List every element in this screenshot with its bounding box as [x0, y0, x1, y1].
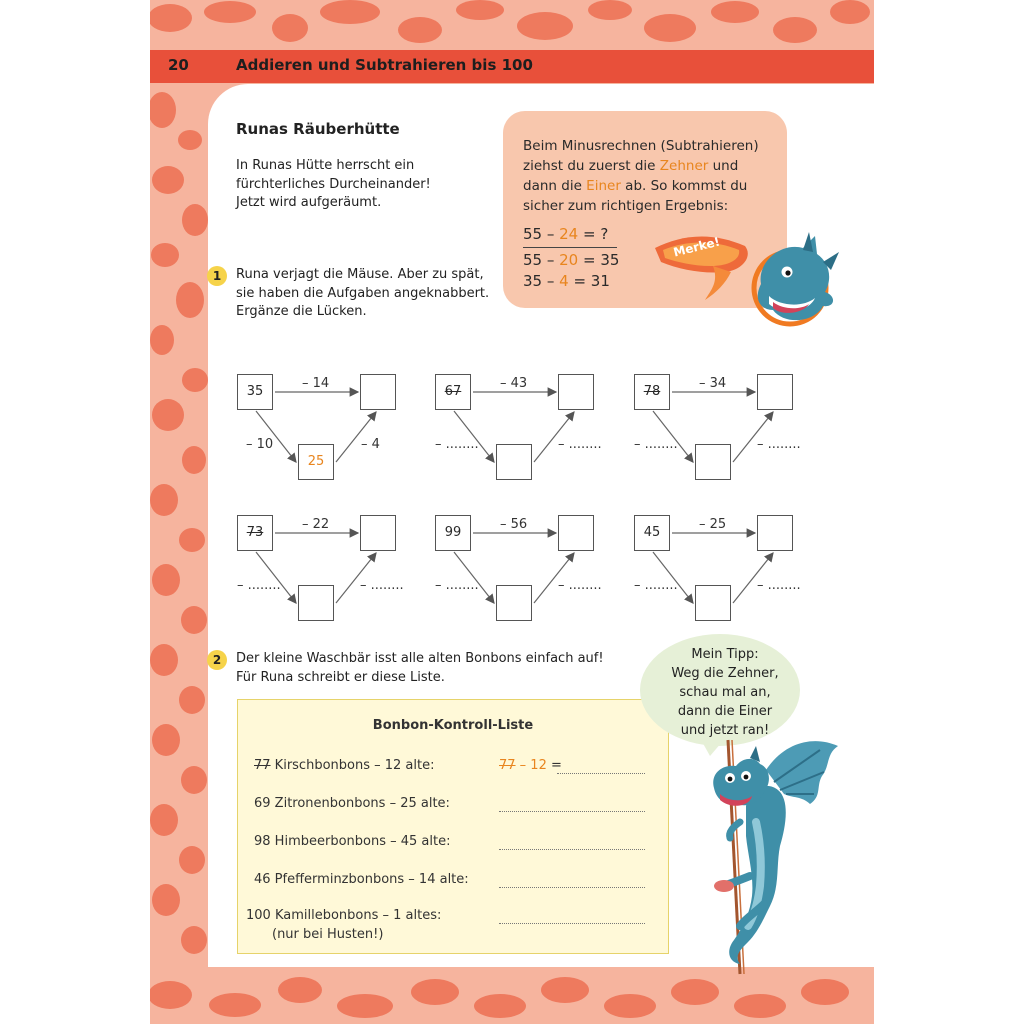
intro-line: In Runas Hütte herrscht ein [236, 158, 415, 173]
tip-bubble-text [641, 645, 809, 740]
tip-equation-3: 35 – 4 = 31 [523, 272, 610, 290]
answer-box[interactable] [558, 515, 594, 551]
answer-box[interactable] [757, 374, 793, 410]
merke-badge: Merke! [672, 234, 722, 260]
answer-line[interactable] [499, 799, 645, 812]
answer-box[interactable] [360, 515, 396, 551]
page-number: 20 [168, 56, 189, 74]
right-operation: – 4 [361, 437, 380, 452]
list-row-label: 100 Kamillebonbons – 1 altes: [246, 908, 442, 923]
top-operation: – 25 [699, 517, 727, 532]
task2-line: Für Runa schreibt er diese Liste. [236, 669, 445, 685]
right-operation[interactable]: – ........ [558, 578, 602, 593]
start-box: 78 [634, 374, 670, 410]
top-operation: – 56 [500, 517, 528, 532]
left-operation[interactable]: – ........ [435, 578, 479, 593]
left-operation[interactable]: – ........ [237, 578, 281, 593]
middle-box[interactable] [496, 444, 532, 480]
middle-box[interactable] [298, 585, 334, 621]
dragon-climbing-icon [706, 736, 846, 976]
middle-box[interactable] [496, 585, 532, 621]
task1-line: Ergänze die Lücken. [236, 304, 367, 319]
tip-equation-2: 55 – 20 = 35 [523, 251, 620, 269]
right-operation[interactable]: – ........ [757, 437, 801, 452]
answer-box[interactable] [757, 515, 793, 551]
start-box: 73 [237, 515, 273, 551]
bubble-line: schau mal an, [679, 685, 771, 700]
list-row-label: 46 Pfefferminzbonbons – 14 alte: [254, 872, 469, 887]
left-operation[interactable]: – ........ [435, 437, 479, 452]
answer-line[interactable] [499, 837, 645, 850]
tip-line: ziehst du zuerst die Zehner und [523, 158, 739, 174]
left-operation: – 10 [246, 437, 274, 452]
section-title: Runas Räuberhütte [236, 120, 400, 138]
list-row-note: (nur bei Husten!) [272, 927, 384, 942]
bubble-line: und jetzt ran! [680, 723, 770, 738]
middle-box: 25 [298, 444, 334, 480]
task2-text [236, 650, 604, 687]
tip-equation-1: 55 – 24 = ? [523, 225, 609, 243]
list-title: Bonbon-Kontroll-Liste [372, 718, 534, 733]
list-row-label: 98 Himbeerbonbons – 45 alte: [254, 834, 451, 849]
start-box: 35 [237, 374, 273, 410]
left-operation[interactable]: – ........ [634, 578, 678, 593]
top-operation: – 34 [699, 376, 727, 391]
start-box: 45 [634, 515, 670, 551]
right-operation[interactable]: – ........ [558, 437, 602, 452]
example-answer: 77 – 12 = [499, 758, 562, 773]
page-title: Addieren und Subtrahieren bis 100 [236, 56, 533, 74]
intro-line: fürchterliches Durcheinander! [236, 176, 431, 192]
tip-line: Beim Minusrechnen (Subtrahieren) [523, 138, 759, 154]
middle-box[interactable] [695, 585, 731, 621]
task-number-badge: 1 [207, 266, 227, 286]
tip-line: sicher zum richtigen Ergebnis: [523, 198, 729, 214]
answer-line[interactable] [499, 875, 645, 888]
right-operation[interactable]: – ........ [360, 578, 404, 593]
top-operation: – 14 [302, 376, 330, 391]
tip-line: dann die Einer ab. So kommst du [523, 178, 748, 194]
answer-line[interactable] [557, 761, 645, 774]
list-row-label: 77 Kirschbonbons – 12 alte: [254, 758, 435, 773]
task2-line: Der kleine Waschbär isst alle alten Bonbons einfach auf! [236, 651, 604, 666]
middle-box[interactable] [695, 444, 731, 480]
right-operation[interactable]: – ........ [757, 578, 801, 593]
start-box: 99 [435, 515, 471, 551]
top-operation: – 22 [302, 517, 330, 532]
top-operation: – 43 [500, 376, 528, 391]
bubble-line: Weg die Zehner, [671, 666, 779, 681]
task1-line: sie haben die Aufgaben angeknabbert. [236, 285, 490, 301]
left-operation[interactable]: – ........ [634, 437, 678, 452]
answer-box[interactable] [558, 374, 594, 410]
task1-line: Runa verjagt die Mäuse. Aber zu spät, [236, 267, 484, 282]
answer-box[interactable] [360, 374, 396, 410]
bubble-line: Mein Tipp: [691, 647, 759, 662]
task-number-badge: 2 [207, 650, 227, 670]
list-row-label: 69 Zitronenbonbons – 25 alte: [254, 796, 450, 811]
bubble-line: dann die Einer [677, 704, 773, 719]
answer-line[interactable] [499, 911, 645, 924]
intro-line: Jetzt wird aufgeräumt. [236, 195, 382, 210]
start-box: 67 [435, 374, 471, 410]
